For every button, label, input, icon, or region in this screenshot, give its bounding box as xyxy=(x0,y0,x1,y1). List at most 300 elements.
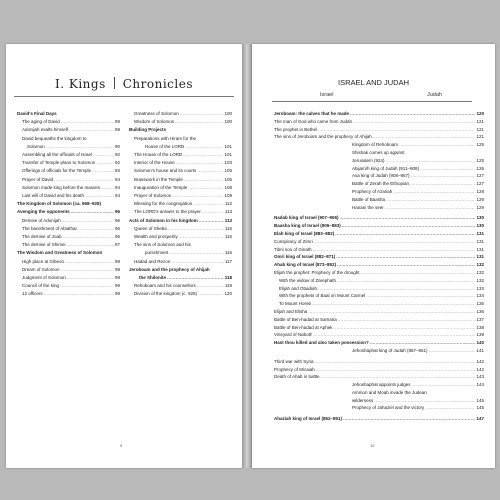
toc-entry-title: Jeroboam and the prophecy of Ahijah xyxy=(129,266,210,272)
toc-entry xyxy=(274,230,484,238)
dot-leader xyxy=(420,165,476,173)
dot-leader xyxy=(61,118,114,126)
toc-entry xyxy=(129,200,232,208)
dot-leader xyxy=(410,180,475,188)
toc-entry-title: Dream of Solomon xyxy=(22,266,60,272)
toc-entry xyxy=(129,266,232,274)
toc-entry-title: Abijam/h king of Judah (911–908) xyxy=(352,165,419,171)
toc-entry-page: 115 xyxy=(224,234,232,240)
toc-entry-page: 136 xyxy=(476,301,484,307)
toc-entry xyxy=(274,188,484,196)
toc-entry xyxy=(17,184,120,192)
dot-leader xyxy=(336,253,475,261)
toc-entry-title: Avenging the opponents xyxy=(17,209,70,215)
dot-leader xyxy=(197,167,223,175)
toc-entry-page: 144 xyxy=(476,382,484,388)
toc-entry xyxy=(129,249,232,257)
toc-entry xyxy=(274,253,484,261)
toc-list xyxy=(274,110,484,423)
toc-entry-title: Transfer of Temple plans to Solomon xyxy=(22,160,96,166)
toc-entry-title: Battle of Ben-hadad at Samaria xyxy=(274,316,337,322)
toc-entry xyxy=(17,143,120,151)
toc-entry-title: Asa king of Judah (908–867) xyxy=(352,173,410,179)
toc-entry xyxy=(274,269,484,277)
dot-leader xyxy=(179,233,224,241)
dot-leader xyxy=(334,324,476,332)
toc-entry-title: Baasha king of Israel (906–883) xyxy=(274,223,341,229)
dot-leader xyxy=(366,292,475,300)
dot-leader xyxy=(353,118,475,126)
dot-leader xyxy=(314,238,476,246)
dot-leader xyxy=(44,290,114,298)
toc-entry-page: 96 xyxy=(114,217,120,223)
toc-entry xyxy=(274,404,484,412)
toc-entry-title: Acts of Solomon in his kingdom xyxy=(129,217,198,223)
title-chronicles: Chronicles xyxy=(122,77,193,91)
toc-entry-title: Offerings of officials for the Temple xyxy=(22,168,92,174)
toc-entry-title: Brasswork in the Temple xyxy=(134,176,183,182)
title-rule xyxy=(272,101,472,102)
dot-leader xyxy=(313,331,475,339)
toc-entry xyxy=(17,258,120,266)
toc-entry-title: Solomon's house and its courts xyxy=(134,168,197,174)
toc-entry-page: 101 xyxy=(224,143,232,149)
toc-entry-page: 97 xyxy=(114,242,120,248)
toc-entry-title: Battle of Baasha xyxy=(352,196,386,202)
subheading-israel: Israel xyxy=(320,92,334,98)
dot-leader xyxy=(168,225,224,233)
title-kings: I. Kings xyxy=(54,77,106,91)
toc-entry-page: 99 xyxy=(114,291,120,297)
toc-entry-title: Prophecy of Jahaziel and the victory xyxy=(352,405,425,411)
toc-entry-title: Conspiracy of Zimri xyxy=(274,238,313,244)
dot-leader xyxy=(46,143,114,151)
dot-leader xyxy=(63,233,114,241)
toc-entry-title: Prayer of David xyxy=(22,176,54,182)
toc-entry xyxy=(274,366,484,374)
toc-entry-page: 142 xyxy=(476,366,484,372)
dot-leader xyxy=(318,285,475,293)
toc-entry-page: 94 xyxy=(114,176,120,182)
toc-entry-page: 140 xyxy=(476,340,484,346)
dot-leader xyxy=(313,246,476,254)
page-number: 10 xyxy=(370,443,375,448)
dot-leader xyxy=(92,167,114,175)
book-gutter xyxy=(242,44,252,468)
dot-leader xyxy=(184,176,224,184)
toc-entry xyxy=(129,282,232,290)
toc-entry-title: wilderness xyxy=(352,397,374,403)
dot-leader xyxy=(93,151,114,159)
toc-entry-page: 137 xyxy=(476,316,484,322)
toc-entry xyxy=(17,200,120,208)
toc-entry-title: Interior of the House xyxy=(134,160,175,166)
toc-entry-title: Wealth and prosperity xyxy=(134,234,178,240)
toc-entry-page: 128 xyxy=(476,188,484,194)
toc-entry-page: 141 xyxy=(476,347,484,353)
toc-entry-title: Elah king of Israel (883–882) xyxy=(274,230,335,236)
dot-leader xyxy=(176,159,224,167)
toc-entry xyxy=(274,204,484,212)
dot-leader xyxy=(385,204,476,212)
toc-column-left xyxy=(17,110,120,299)
toc-entry-page: 121 xyxy=(476,118,484,124)
toc-entry xyxy=(129,118,232,126)
toc-entry-page: 125 xyxy=(476,142,484,148)
toc-entry xyxy=(17,266,120,274)
toc-entry-page: 138 xyxy=(476,324,484,330)
toc-entry-title: The Kingdom of Solomon (ca. 968–928) xyxy=(17,201,102,207)
dot-leader xyxy=(65,258,114,266)
toc-entry-page: 94 xyxy=(114,193,120,199)
toc-entry-page: 130 xyxy=(476,215,484,221)
toc-entry xyxy=(129,225,232,233)
toc-entry-page: 92 xyxy=(114,152,120,158)
toc-entry xyxy=(274,238,484,246)
dot-leader xyxy=(67,241,114,249)
toc-entry xyxy=(17,241,120,249)
toc-entry-page: 126 xyxy=(476,165,484,171)
dot-leader xyxy=(337,261,475,269)
toc-entry-title: Jehoshaphat appoints judges xyxy=(352,382,411,388)
toc-entry-page: 121 xyxy=(476,134,484,140)
toc-entry-page: 100 xyxy=(224,111,232,116)
toc-entry-title: Prophecy of Micaiah xyxy=(274,366,315,372)
dot-leader xyxy=(373,133,476,141)
toc-entry-title: High place at Gibeon xyxy=(22,258,65,264)
toc-entry-title: Elijah the prophet: Prophecy of the drought xyxy=(274,269,360,275)
toc-entry-title: Ammon and Moab invade the Judean xyxy=(352,389,427,395)
dot-leader xyxy=(62,217,114,225)
toc-entry-title: The banishment of Abiathar xyxy=(22,225,78,231)
toc-entry-title: Battle of Zerah the Ethiopian xyxy=(352,181,410,187)
toc-entry-page: 127 xyxy=(476,173,484,179)
toc-entry xyxy=(274,196,484,204)
toc-entry-page: 98 xyxy=(114,275,120,281)
toc-entry-page: 109 xyxy=(224,193,232,199)
toc-entry-page: 134 xyxy=(476,293,484,299)
toc-entry-page: 132 xyxy=(476,262,484,268)
dot-leader xyxy=(96,159,114,167)
toc-entry-title: Council of the king xyxy=(22,283,60,289)
toc-entry-page: 105 xyxy=(224,168,232,174)
toc-entry-title: David's Final Days xyxy=(17,111,57,116)
toc-entry xyxy=(274,246,484,254)
toc-entry xyxy=(129,143,232,151)
dot-leader xyxy=(60,282,114,290)
toc-entry-page: 120 xyxy=(476,111,484,116)
toc-entry-page: 129 xyxy=(476,196,484,202)
toc-entry xyxy=(17,290,120,298)
toc-entry-page: 131 xyxy=(476,246,484,252)
toc-entry-page: 98 xyxy=(114,258,120,264)
left-page-title xyxy=(6,77,242,91)
toc-entry xyxy=(274,285,484,293)
toc-entry xyxy=(129,126,232,134)
dot-leader xyxy=(101,184,114,192)
title-separator xyxy=(114,77,115,89)
toc-entry xyxy=(274,324,484,332)
dot-leader xyxy=(337,277,475,285)
toc-entry-page: 118 xyxy=(224,275,232,281)
toc-entry-title: Ahaziah king of Israel (852–851) xyxy=(274,416,343,422)
toc-entry xyxy=(129,184,232,192)
toc-entry xyxy=(129,258,232,266)
toc-entry xyxy=(17,274,120,282)
toc-entry xyxy=(274,172,484,180)
dot-leader xyxy=(61,266,114,274)
toc-entry-page: 143 xyxy=(476,374,484,380)
toc-entry-title: Hanani the seer xyxy=(352,204,384,210)
toc-entry-page: 115 xyxy=(224,225,232,231)
toc-entry xyxy=(129,233,232,241)
toc-entry xyxy=(274,141,484,149)
dot-leader xyxy=(54,176,114,184)
toc-entry-page: 103 xyxy=(224,160,232,166)
toc-entry-page: 94 xyxy=(114,184,120,190)
toc-entry xyxy=(274,381,484,389)
toc-entry-title: Solomon made king before the masses xyxy=(22,184,101,190)
toc-entry-title: Queen of Sheba xyxy=(134,225,167,231)
toc-entry-page: 93 xyxy=(114,168,120,174)
toc-entry xyxy=(17,282,120,290)
toc-entry-page: 129 xyxy=(476,204,484,210)
toc-entry-title: The House of the LORD xyxy=(134,152,183,158)
toc-entry xyxy=(17,225,120,233)
dot-leader xyxy=(197,282,224,290)
toc-entry-title: Kingdom of Rehoboam xyxy=(352,142,399,148)
toc-entry xyxy=(17,118,120,126)
dot-leader xyxy=(340,214,476,222)
toc-entry-title: 12 officers xyxy=(22,291,43,297)
dot-leader xyxy=(412,381,476,389)
toc-entry-page: 145 xyxy=(476,397,484,403)
toc-entry-title: Blessing for the congregation xyxy=(134,201,193,207)
toc-entry xyxy=(274,157,484,165)
dot-leader xyxy=(69,126,114,134)
toc-entry xyxy=(129,167,232,175)
dot-leader xyxy=(335,230,475,238)
toc-entry xyxy=(274,165,484,173)
toc-entry xyxy=(17,110,120,118)
toc-entry xyxy=(17,192,120,200)
toc-entry-page: 113 xyxy=(224,217,232,223)
toc-entry-page: 119 xyxy=(224,283,232,289)
toc-entry-title: Adonijah exalts himself xyxy=(22,127,69,133)
dot-leader xyxy=(175,118,223,126)
toc-entry xyxy=(274,180,484,188)
toc-entry-page: 131 xyxy=(476,238,484,244)
toc-entry-title: The sins of Solomon and his xyxy=(134,242,191,248)
toc-entry-page: 96 xyxy=(114,234,120,240)
toc-entry-title: Hadad and Rezon xyxy=(134,258,171,264)
dot-leader xyxy=(193,200,224,208)
toc-entry xyxy=(274,133,484,141)
toc-entry-title: Judgment of Solomon xyxy=(22,275,66,281)
toc-entry xyxy=(274,358,484,366)
toc-entry xyxy=(274,300,484,308)
toc-entry-title: Jehoshaphat king of Judah (867–851) xyxy=(352,347,428,353)
toc-entry-page: 108 xyxy=(224,184,232,190)
toc-entry-page: 105 xyxy=(224,176,232,182)
dot-leader xyxy=(321,373,476,381)
dot-leader xyxy=(315,358,476,366)
toc-entry xyxy=(274,277,484,285)
toc-entry-title: House of the LORD xyxy=(145,143,185,149)
toc-entry xyxy=(274,316,484,324)
dot-leader xyxy=(318,126,475,134)
toc-entry-page: 100 xyxy=(224,119,232,125)
toc-entry xyxy=(17,217,120,225)
dot-leader xyxy=(429,347,476,355)
toc-entry-title: Prophecy of Azariah xyxy=(352,188,393,194)
toc-entry xyxy=(129,274,232,282)
toc-entry xyxy=(274,339,484,347)
toc-entry xyxy=(129,241,232,249)
toc-entry-page: 113 xyxy=(224,209,232,215)
toc-entry xyxy=(17,126,120,134)
toc-entry-page: 117 xyxy=(224,258,232,264)
toc-entry xyxy=(129,192,232,200)
toc-entry xyxy=(17,135,120,143)
dot-leader xyxy=(172,192,223,200)
right-page xyxy=(252,44,495,468)
dot-leader xyxy=(169,249,224,257)
toc-entry-page: 127 xyxy=(476,181,484,187)
toc-entry-title: Death of Ahab in battle xyxy=(274,374,320,380)
left-page xyxy=(6,44,242,468)
toc-entry-page: 90 xyxy=(114,143,120,149)
toc-entry-title: Shishak comes up against xyxy=(352,149,405,155)
toc-entry xyxy=(274,110,484,118)
toc-entry xyxy=(17,151,120,159)
toc-entry-page: 89 xyxy=(114,119,120,125)
toc-entry-title: Hast thou killed and also taken possession? xyxy=(274,340,369,346)
toc-entry xyxy=(17,208,120,216)
toc-entry-title: The demise of Joab xyxy=(22,234,62,240)
toc-entry xyxy=(129,151,232,159)
toc-entry-page: 132 xyxy=(476,269,484,275)
toc-entry xyxy=(274,292,484,300)
dot-leader xyxy=(370,339,476,347)
toc-entry-title: Building Projects xyxy=(129,127,167,133)
toc-entry xyxy=(129,176,232,184)
toc-entry xyxy=(274,389,484,397)
toc-entry-title: With the prophets of Baal on Mount Carmel xyxy=(279,293,366,299)
dot-leader xyxy=(71,208,114,216)
dot-leader xyxy=(308,308,475,316)
toc-entry-title: The aging of David xyxy=(22,119,60,125)
dot-leader xyxy=(338,316,476,324)
toc-entry xyxy=(17,249,120,257)
toc-entry-title: Third war with Syria xyxy=(274,358,314,364)
subheading-judah: Judah xyxy=(427,92,442,98)
toc-entry-title: Jeroboam: the calves that he made xyxy=(274,111,350,116)
toc-entry-title: Jerusalem (924) xyxy=(352,157,385,163)
toc-entry xyxy=(274,118,484,126)
toc-entry-title: Omri king of Israel (882–871) xyxy=(274,254,336,260)
dot-leader xyxy=(171,258,224,266)
toc-entry-title: Inauguration of the Temple xyxy=(134,184,188,190)
dot-leader xyxy=(199,217,224,225)
toc-entry-title: Solomon xyxy=(27,143,45,149)
toc-entry-title: Prayer of Solomon xyxy=(134,193,172,199)
toc-entry xyxy=(17,233,120,241)
toc-entry-page: 89 xyxy=(114,127,120,133)
toc-entry-title: Elijah and Elisha xyxy=(274,308,308,314)
toc-entry-title: The Wisdom and Greatness of Solomon xyxy=(17,250,103,256)
toc-entry-title: punishment xyxy=(145,250,169,256)
dot-leader xyxy=(188,184,223,192)
dot-leader xyxy=(183,151,223,159)
toc-entry-title: Ahab king of Israel (873–852) xyxy=(274,262,337,268)
toc-entry-title: Tibni son of Ginath xyxy=(274,246,312,252)
dot-leader xyxy=(342,222,476,230)
toc-entry xyxy=(274,261,484,269)
right-page-title: ISRAEL AND JUDAH xyxy=(338,78,409,87)
dot-leader xyxy=(312,300,475,308)
toc-entry xyxy=(274,308,484,316)
toc-entry-title: Vineyard of Naboth xyxy=(274,332,313,338)
toc-entry-title: The LORD's answer to the prayer xyxy=(134,209,201,215)
toc-entry-title: Nadab king of Israel (907–906) xyxy=(274,215,339,221)
dot-leader xyxy=(202,208,224,216)
dot-leader xyxy=(78,225,114,233)
toc-entry-page: 147 xyxy=(476,416,484,422)
toc-entry xyxy=(274,415,484,423)
toc-entry-page: 96 xyxy=(114,209,120,215)
toc-entry-page: 145 xyxy=(476,405,484,411)
toc-entry-title: Greatness of Solomon xyxy=(134,111,179,116)
toc-entry-page: 125 xyxy=(476,157,484,163)
toc-entry xyxy=(274,126,484,134)
toc-entry-title: Demise of Adonijah xyxy=(22,217,61,223)
toc-entry-title: Elijah and Obadiah xyxy=(279,285,318,291)
dot-leader xyxy=(399,141,475,149)
toc-entry xyxy=(274,214,484,222)
toc-entry-page: 142 xyxy=(476,358,484,364)
dot-leader xyxy=(374,397,475,405)
dot-leader xyxy=(167,274,224,282)
toc-entry-title: The demise of Shimei xyxy=(22,242,66,248)
toc-entry-page: 139 xyxy=(476,332,484,338)
toc-entry-page: 136 xyxy=(476,308,484,314)
dot-leader xyxy=(67,274,114,282)
toc-entry-title: Rehoboam and his counsellors xyxy=(134,283,196,289)
toc-entry-title: The man of God who came from Judah xyxy=(274,118,353,124)
toc-entry-page: 132 xyxy=(476,277,484,283)
dot-leader xyxy=(386,157,476,165)
toc-entry xyxy=(274,347,484,355)
toc-entry xyxy=(274,149,484,157)
toc-entry xyxy=(274,222,484,230)
toc-entry-page: 133 xyxy=(476,285,484,291)
toc-entry-page: 92 xyxy=(114,160,120,166)
dot-leader xyxy=(180,110,224,118)
toc-entry xyxy=(274,373,484,381)
toc-entry-page: 121 xyxy=(476,126,484,132)
toc-entry xyxy=(17,159,120,167)
toc-entry-page: 99 xyxy=(114,283,120,289)
dot-leader xyxy=(198,290,223,298)
toc-entry-page: 101 xyxy=(224,152,232,158)
toc-entry-title: Assembling all the officials of Israel xyxy=(22,152,92,158)
dot-leader xyxy=(361,269,476,277)
toc-entry-title: the Shilonite xyxy=(139,275,166,281)
toc-entry-title: David bequeaths the kingdom to xyxy=(22,135,87,141)
toc-entry xyxy=(274,331,484,339)
dot-leader xyxy=(393,188,475,196)
